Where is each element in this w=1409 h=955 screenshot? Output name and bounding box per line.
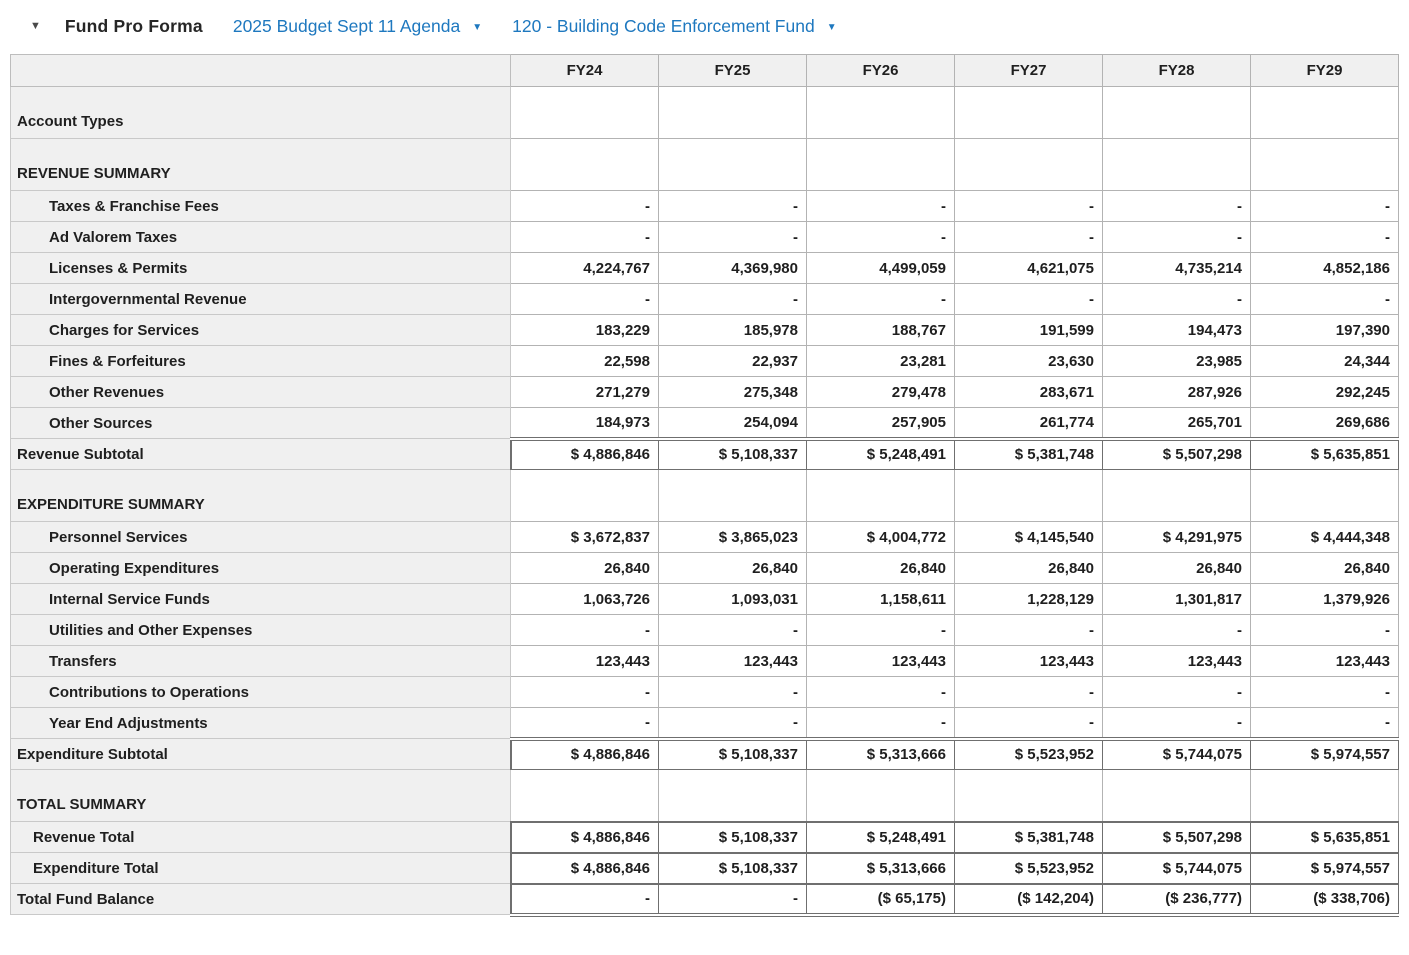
value-cell xyxy=(1251,770,1399,822)
value-cell xyxy=(955,139,1103,191)
value-cell: $ 5,381,748 xyxy=(955,439,1103,470)
value-cell: $ 5,108,337 xyxy=(659,822,807,853)
value-cell xyxy=(1103,139,1251,191)
budget-dropdown-label: 2025 Budget Sept 11 Agenda xyxy=(232,15,461,36)
row-label: EXPENDITURE SUMMARY xyxy=(11,470,511,522)
value-cell: - xyxy=(511,708,659,739)
table-row xyxy=(11,139,1399,191)
value-cell: 1,228,129 xyxy=(955,584,1103,615)
row-label: Account Types xyxy=(11,87,511,139)
budget-dropdown[interactable] xyxy=(233,16,482,37)
value-cell: - xyxy=(1103,191,1251,222)
value-cell: $ 4,145,540 xyxy=(955,522,1103,553)
table-row xyxy=(11,822,1399,853)
value-cell: 24,344 xyxy=(1251,346,1399,377)
table-row xyxy=(11,677,1399,708)
value-cell: - xyxy=(1251,284,1399,315)
table-row xyxy=(11,253,1399,284)
table-row xyxy=(11,584,1399,615)
value-cell: 23,630 xyxy=(955,346,1103,377)
value-cell: ($ 338,706) xyxy=(1251,884,1399,915)
table-row xyxy=(11,439,1399,470)
pro-forma-table xyxy=(10,54,1399,917)
header-row xyxy=(11,55,1399,87)
value-cell: 23,281 xyxy=(807,346,955,377)
value-cell xyxy=(659,470,807,522)
value-cell: $ 5,248,491 xyxy=(807,439,955,470)
value-cell xyxy=(1251,87,1399,139)
value-cell xyxy=(807,87,955,139)
value-cell xyxy=(1103,87,1251,139)
value-cell: - xyxy=(955,677,1103,708)
value-cell: 283,671 xyxy=(955,377,1103,408)
value-cell xyxy=(659,139,807,191)
value-cell: - xyxy=(511,884,659,915)
row-label: Total Fund Balance xyxy=(11,884,511,915)
value-cell xyxy=(1103,470,1251,522)
table-row xyxy=(11,553,1399,584)
table-row xyxy=(11,770,1399,822)
value-cell: 123,443 xyxy=(659,646,807,677)
value-cell: $ 5,108,337 xyxy=(659,439,807,470)
value-cell: 26,840 xyxy=(1251,553,1399,584)
row-label: Intergovernmental Revenue xyxy=(11,284,511,315)
value-cell xyxy=(1251,139,1399,191)
value-cell xyxy=(955,470,1103,522)
value-cell: $ 3,672,837 xyxy=(511,522,659,553)
value-cell: $ 5,507,298 xyxy=(1103,822,1251,853)
value-cell: 123,443 xyxy=(1251,646,1399,677)
value-cell: - xyxy=(1103,284,1251,315)
value-cell: - xyxy=(1103,708,1251,739)
value-cell: - xyxy=(1251,677,1399,708)
row-label: Other Sources xyxy=(11,408,511,439)
value-cell: - xyxy=(1251,191,1399,222)
row-label: Personnel Services xyxy=(11,522,511,553)
row-label: Contributions to Operations xyxy=(11,677,511,708)
value-cell: $ 4,886,846 xyxy=(511,739,659,770)
value-cell: 1,158,611 xyxy=(807,584,955,615)
value-cell: 257,905 xyxy=(807,408,955,439)
value-cell: 261,774 xyxy=(955,408,1103,439)
value-cell: $ 5,974,557 xyxy=(1251,853,1399,884)
value-cell: $ 4,291,975 xyxy=(1103,522,1251,553)
value-cell: 4,621,075 xyxy=(955,253,1103,284)
value-cell xyxy=(1251,470,1399,522)
collapse-icon[interactable]: ▼ xyxy=(30,19,41,32)
value-cell: $ 4,886,846 xyxy=(511,439,659,470)
value-cell: 269,686 xyxy=(1251,408,1399,439)
value-cell: - xyxy=(1103,677,1251,708)
chevron-down-icon: ▼ xyxy=(826,21,837,33)
value-cell: $ 4,004,772 xyxy=(807,522,955,553)
table-row xyxy=(11,522,1399,553)
value-cell: $ 4,444,348 xyxy=(1251,522,1399,553)
value-cell: 4,852,186 xyxy=(1251,253,1399,284)
value-cell: $ 5,507,298 xyxy=(1103,439,1251,470)
row-label: Year End Adjustments xyxy=(11,708,511,739)
value-cell xyxy=(955,770,1103,822)
row-label: Ad Valorem Taxes xyxy=(11,222,511,253)
row-label: Internal Service Funds xyxy=(11,584,511,615)
value-cell: $ 5,248,491 xyxy=(807,822,955,853)
value-cell: $ 3,865,023 xyxy=(659,522,807,553)
value-cell: 1,301,817 xyxy=(1103,584,1251,615)
row-label: Charges for Services xyxy=(11,315,511,346)
page-title: Fund Pro Forma xyxy=(64,15,203,36)
value-cell: ($ 236,777) xyxy=(1103,884,1251,915)
value-cell: - xyxy=(807,191,955,222)
value-cell: 4,499,059 xyxy=(807,253,955,284)
value-cell: $ 5,381,748 xyxy=(955,822,1103,853)
value-cell: $ 4,886,846 xyxy=(511,822,659,853)
chevron-down-icon: ▼ xyxy=(472,21,483,33)
value-cell: - xyxy=(1103,615,1251,646)
row-label: Operating Expenditures xyxy=(11,553,511,584)
column-header-fy25: FY25 xyxy=(659,55,807,87)
value-cell: 271,279 xyxy=(511,377,659,408)
value-cell: 26,840 xyxy=(659,553,807,584)
value-cell xyxy=(1103,770,1251,822)
value-cell: 1,063,726 xyxy=(511,584,659,615)
value-cell: - xyxy=(955,708,1103,739)
column-header-fy29: FY29 xyxy=(1251,55,1399,87)
value-cell: 123,443 xyxy=(1103,646,1251,677)
table-row xyxy=(11,408,1399,439)
value-cell: 26,840 xyxy=(955,553,1103,584)
value-cell: ($ 142,204) xyxy=(955,884,1103,915)
table-row xyxy=(11,884,1399,915)
value-cell xyxy=(807,470,955,522)
value-cell: - xyxy=(659,615,807,646)
value-cell: - xyxy=(807,615,955,646)
table-row xyxy=(11,284,1399,315)
table-body xyxy=(11,87,1399,915)
value-cell: 184,973 xyxy=(511,408,659,439)
corner-header-cell xyxy=(11,55,511,87)
value-cell: $ 5,313,666 xyxy=(807,853,955,884)
value-cell: 123,443 xyxy=(955,646,1103,677)
value-cell xyxy=(659,87,807,139)
value-cell: 22,598 xyxy=(511,346,659,377)
row-label: Revenue Subtotal xyxy=(11,439,511,470)
value-cell: 287,926 xyxy=(1103,377,1251,408)
value-cell: 123,443 xyxy=(511,646,659,677)
value-cell: 1,093,031 xyxy=(659,584,807,615)
fund-dropdown-label: 120 - Building Code Enforcement Fund xyxy=(512,15,815,36)
value-cell: - xyxy=(955,222,1103,253)
value-cell: - xyxy=(659,884,807,915)
value-cell xyxy=(511,139,659,191)
value-cell: $ 5,313,666 xyxy=(807,739,955,770)
value-cell: - xyxy=(511,284,659,315)
value-cell: - xyxy=(659,708,807,739)
table-row xyxy=(11,87,1399,139)
value-cell: 4,735,214 xyxy=(1103,253,1251,284)
value-cell: 197,390 xyxy=(1251,315,1399,346)
table-row xyxy=(11,222,1399,253)
value-cell: $ 5,108,337 xyxy=(659,739,807,770)
row-label: Expenditure Subtotal xyxy=(11,739,511,770)
value-cell xyxy=(511,87,659,139)
value-cell: - xyxy=(511,222,659,253)
column-header-fy28: FY28 xyxy=(1103,55,1251,87)
value-cell: 183,229 xyxy=(511,315,659,346)
value-cell: - xyxy=(659,284,807,315)
value-cell xyxy=(807,139,955,191)
column-header-fy27: FY27 xyxy=(955,55,1103,87)
value-cell xyxy=(955,87,1103,139)
table-row xyxy=(11,739,1399,770)
value-cell: 275,348 xyxy=(659,377,807,408)
value-cell: 265,701 xyxy=(1103,408,1251,439)
row-label: Expenditure Total xyxy=(11,853,511,884)
value-cell: 1,379,926 xyxy=(1251,584,1399,615)
column-header-fy26: FY26 xyxy=(807,55,955,87)
value-cell: $ 5,974,557 xyxy=(1251,739,1399,770)
table-row xyxy=(11,853,1399,884)
value-cell: $ 5,523,952 xyxy=(955,739,1103,770)
value-cell: - xyxy=(511,615,659,646)
value-cell: $ 4,886,846 xyxy=(511,853,659,884)
value-cell: 194,473 xyxy=(1103,315,1251,346)
value-cell: $ 5,635,851 xyxy=(1251,439,1399,470)
value-cell: 4,224,767 xyxy=(511,253,659,284)
row-label: Fines & Forfeitures xyxy=(11,346,511,377)
value-cell: $ 5,108,337 xyxy=(659,853,807,884)
value-cell: - xyxy=(955,615,1103,646)
value-cell: 26,840 xyxy=(511,553,659,584)
row-label: Other Revenues xyxy=(11,377,511,408)
value-cell: 23,985 xyxy=(1103,346,1251,377)
value-cell: - xyxy=(1251,615,1399,646)
table-row xyxy=(11,646,1399,677)
toolbar xyxy=(0,0,1409,52)
value-cell: 292,245 xyxy=(1251,377,1399,408)
row-label: Taxes & Franchise Fees xyxy=(11,191,511,222)
value-cell: - xyxy=(807,222,955,253)
fund-dropdown[interactable] xyxy=(512,16,836,37)
table-row xyxy=(11,377,1399,408)
table-row xyxy=(11,708,1399,739)
value-cell: - xyxy=(659,677,807,708)
row-label: TOTAL SUMMARY xyxy=(11,770,511,822)
value-cell: $ 5,523,952 xyxy=(955,853,1103,884)
value-cell: 26,840 xyxy=(1103,553,1251,584)
value-cell: - xyxy=(659,222,807,253)
value-cell: 185,978 xyxy=(659,315,807,346)
value-cell: - xyxy=(659,191,807,222)
value-cell xyxy=(511,470,659,522)
value-cell: $ 5,635,851 xyxy=(1251,822,1399,853)
table-row xyxy=(11,191,1399,222)
value-cell: - xyxy=(511,191,659,222)
value-cell: 188,767 xyxy=(807,315,955,346)
row-label: REVENUE SUMMARY xyxy=(11,139,511,191)
value-cell: - xyxy=(807,708,955,739)
value-cell: 4,369,980 xyxy=(659,253,807,284)
value-cell: - xyxy=(1103,222,1251,253)
value-cell: 191,599 xyxy=(955,315,1103,346)
value-cell: - xyxy=(807,284,955,315)
value-cell: 279,478 xyxy=(807,377,955,408)
value-cell: - xyxy=(807,677,955,708)
table-row xyxy=(11,470,1399,522)
row-label: Licenses & Permits xyxy=(11,253,511,284)
value-cell: - xyxy=(955,284,1103,315)
value-cell: $ 5,744,075 xyxy=(1103,853,1251,884)
table-row xyxy=(11,315,1399,346)
column-header-fy24: FY24 xyxy=(511,55,659,87)
table-row xyxy=(11,615,1399,646)
row-label: Utilities and Other Expenses xyxy=(11,615,511,646)
value-cell: 123,443 xyxy=(807,646,955,677)
value-cell xyxy=(511,770,659,822)
value-cell: 22,937 xyxy=(659,346,807,377)
table-container xyxy=(10,54,1409,917)
value-cell: 254,094 xyxy=(659,408,807,439)
value-cell: ($ 65,175) xyxy=(807,884,955,915)
value-cell: - xyxy=(1251,222,1399,253)
row-label: Revenue Total xyxy=(11,822,511,853)
table-row xyxy=(11,346,1399,377)
value-cell: $ 5,744,075 xyxy=(1103,739,1251,770)
value-cell xyxy=(807,770,955,822)
value-cell: - xyxy=(1251,708,1399,739)
table-header xyxy=(11,55,1399,87)
value-cell: - xyxy=(955,191,1103,222)
row-label: Transfers xyxy=(11,646,511,677)
value-cell xyxy=(659,770,807,822)
value-cell: 26,840 xyxy=(807,553,955,584)
value-cell: - xyxy=(511,677,659,708)
